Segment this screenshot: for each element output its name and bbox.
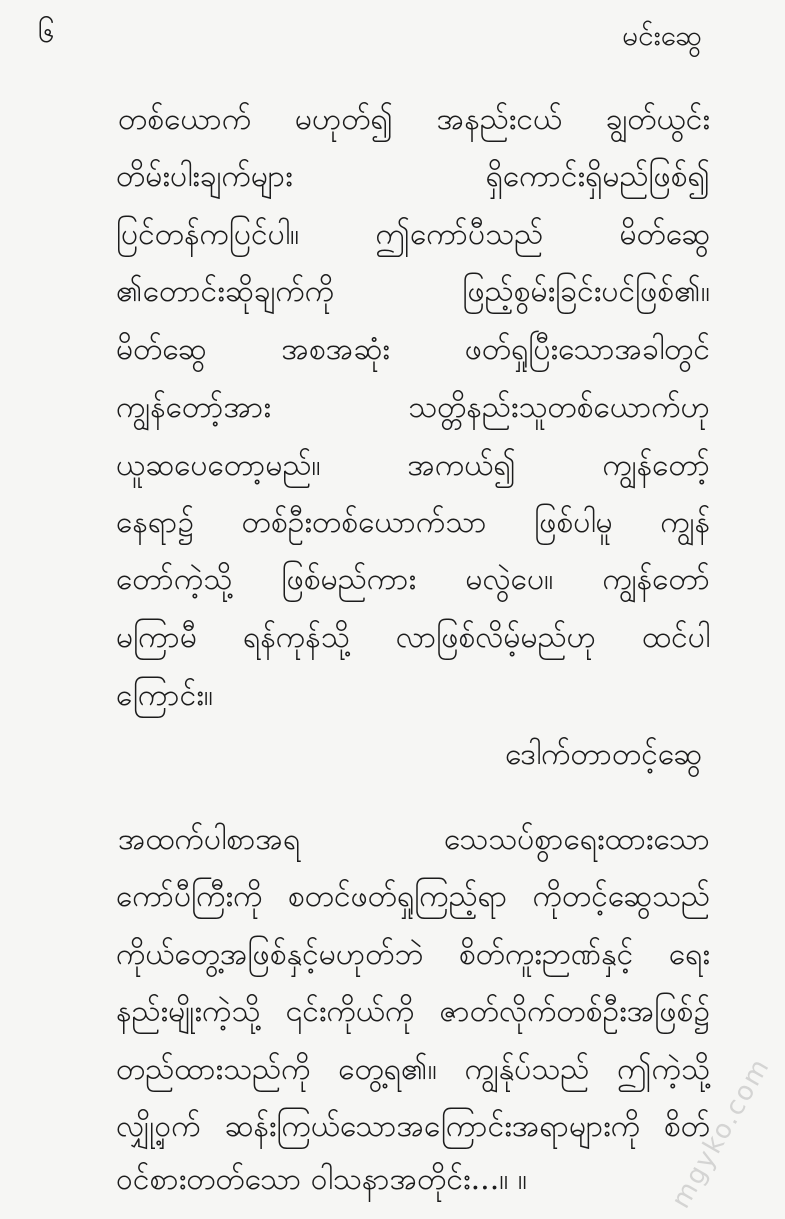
text-line: တစ်ယောက် မဟုတ်၍ အနည်းငယ် ချွတ်ယွင်း <box>118 102 710 137</box>
text-line: ကျွန်တော့်အား သတ္တိနည်းသူတစ်ယောက်ဟု <box>116 390 710 425</box>
text-line: ကော်ပီကြီးကို စတင်ဖတ်ရှုကြည့်ရာ ကိုတင့်ဆွေသည် <box>116 879 710 914</box>
text-line: တော်ကဲ့သို့ ဖြစ်မည်ကား မလွဲပေ။ ကျွန်တော် <box>116 562 710 597</box>
text-line: မိတ်ဆွေ အစအဆုံး ဖတ်ရှုပြီးသောအခါတွင် <box>116 332 710 367</box>
watermark: mgyko.com <box>666 1052 777 1214</box>
text-line: တည်ထားသည်ကို တွေ့ရ၏။ ကျွန်ုပ်သည် ဤကဲ့သို့ <box>116 1052 710 1087</box>
text-line: အထက်ပါစာအရ သေသပ်စွာရေးထားသော <box>118 822 710 857</box>
running-title: မင်းဆွေ <box>622 19 702 52</box>
text-line: နည်းမျိုးကဲ့သို့ ၎င်းကိုယ်ကို ဇာတ်လိုက်တစ်ဦးအဖြစ်၌ <box>116 994 710 1029</box>
text-line: ၏တောင်းဆိုချက်ကို ဖြည့်စွမ်းခြင်းပင်ဖြစ်၏။ <box>116 274 710 309</box>
text-line: မကြာမီ ရန်ကုန်သို့ လာဖြစ်လိမ့်မည်ဟု ထင်ပါ <box>116 620 710 655</box>
signature: ဒေါက်တာတင့်ဆွေ <box>505 737 702 772</box>
text-line: ဝင်စားတတ်သော ဝါသနာအတိုင်း...။ ။ <box>116 1162 527 1197</box>
text-line: ကြောင်း။ <box>116 678 213 713</box>
text-line: ပြင်တန်ကပြင်ပါ။ ဤကော်ပီသည် မိတ်ဆွေ <box>116 217 710 252</box>
text-line: နေရာ၌ တစ်ဦးတစ်ယောက်သာ ဖြစ်ပါမူ ကျွန် <box>116 505 710 540</box>
text-line: ကိုယ်တွေ့အဖြစ်နှင့်မဟုတ်ဘဲ စိတ်ကူးဉာဏ်နှင့် ရေး <box>116 937 710 972</box>
text-line: တိမ်းပါးချက်များ ရှိကောင်းရှိမည်ဖြစ်၍ <box>116 159 710 194</box>
page-number: ၆ <box>38 15 55 50</box>
text-line: ယူဆပေတော့မည်။ အကယ်၍ ကျွန်တော့် <box>116 448 710 483</box>
text-line: လျှို့ဝှက် ဆန်းကြယ်သောအကြောင်းအရာများကို စိတ် <box>116 1109 710 1144</box>
